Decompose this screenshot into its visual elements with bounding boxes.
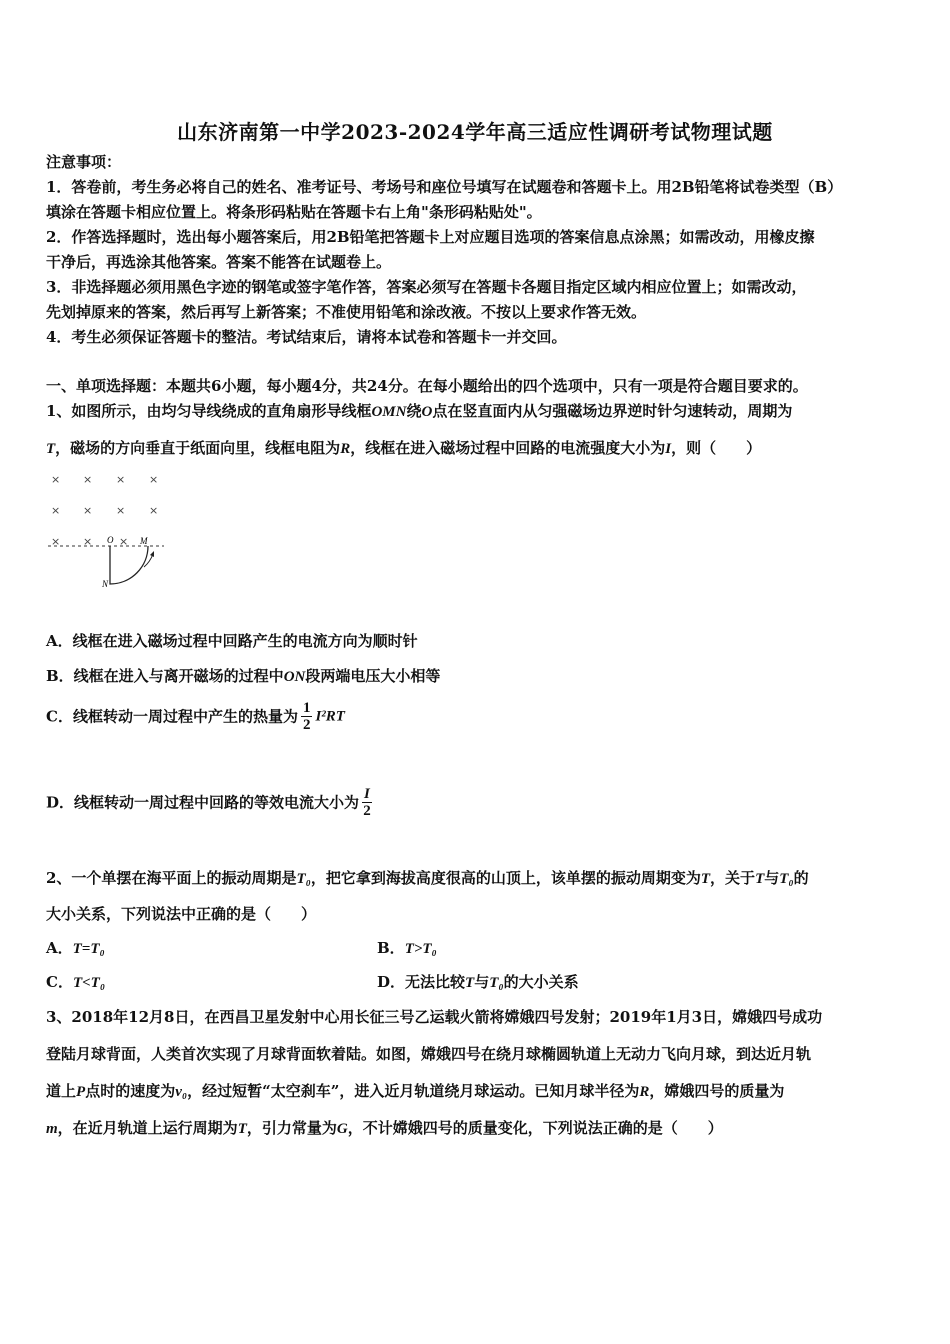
page-title: 山东济南第一中学2023-2024学年高三适应性调研考试物理试题: [177, 120, 773, 144]
notice-line-2a: 2．作答选择题时，选出每小题答案后，用2B铅笔把答题卡上对应题目选项的答案信息点涂黑；如需改动，用橡皮擦: [46, 228, 815, 246]
q3-stem-line-2: 登陆月球背面，人类首次实现了月球背面软着陆。如图，嫦娥四号在绕月球椭圆轨道上无动力飞向月球，到达近月轨: [46, 1045, 812, 1063]
label-M: M: [140, 536, 148, 546]
q3-stem-line-3: 道上P点时的速度为v₀，经过短暂“太空刹车”，进入近月轨道绕月球运动。已知月球半径为R，嫦娥四号的质量为: [46, 1082, 785, 1100]
cross-mark: ×: [149, 473, 159, 486]
notice-line-1a: 1．答卷前，考生务必将自己的姓名、准考证号、考场号和座位号填写在试题卷和答题卡上。用2B铅笔将试卷类型（B）: [46, 178, 843, 196]
q3-stem-line-4: m，在近月轨道上运行周期为T，引力常量为G，不计嫦娥四号的质量变化，下列说法正确的是（ ）: [46, 1119, 723, 1137]
label-O: O: [107, 535, 114, 545]
notice-line-4: 4．考生必须保证答题卡的整洁。考试结束后，请将本试卷和答题卡一并交回。: [46, 328, 567, 346]
cross-mark: ×: [83, 473, 93, 486]
q1-stem-line-2: T，磁场的方向垂直于纸面向里，线框电阻为R，线框在进入磁场过程中回路的电流强度大小为I，则（ ）: [46, 439, 762, 457]
cross-mark: ×: [83, 504, 93, 517]
q2-stem-line-2: 大小关系，下列说法中正确的是（ ）: [46, 905, 317, 923]
q1-figure: [40, 466, 170, 588]
sector-frame: [110, 546, 148, 584]
notice-heading: 注意事项：: [46, 153, 122, 171]
q2-stem-line-1: 2、一个单摆在海平面上的振动周期是T₀，把它拿到海拔高度很高的山顶上，该单摆的振动周期变为T，关于T与T₀的: [46, 869, 809, 887]
cross-mark: ×: [116, 473, 126, 486]
q2-option-a: A．T=T₀: [46, 939, 105, 957]
q3-stem-line-1: 3、2018年12月8日，在西昌卫星发射中心用长征三号乙运载火箭将嫦娥四号发射；2019年1月3日，嫦娥四号成功: [46, 1008, 823, 1026]
cross-mark: ×: [51, 473, 61, 486]
cross-mark: ×: [51, 535, 61, 548]
q1-stem-line-1: 1、如图所示，由均匀导线绕成的直角扇形导线框OMN绕O点在竖直面内从匀强磁场边界逆时针匀速转动，周期为: [46, 402, 793, 420]
notice-line-2b: 干净后，再选涂其他答案。答案不能答在试题卷上。: [46, 253, 392, 271]
notice-line-3b: 先划掉原来的答案，然后再写上新答案；不准使用铅笔和涂改液。不按以上要求作答无效。: [46, 303, 647, 321]
q1-option-c: C．线框转动一周过程中产生的热量为 $\frac{1}{2}$ I²RT: [46, 700, 345, 733]
q2-option-d: D．无法比较T与T₀的大小关系: [377, 973, 579, 991]
q2-option-b: B．T>T₀: [377, 939, 437, 957]
q1-option-d: D．线框转动一周过程中回路的等效电流大小为 $\frac{I}{2}$: [46, 786, 371, 819]
label-N: N: [102, 579, 109, 588]
cross-mark: ×: [51, 504, 61, 517]
q1-option-a: A．线框在进入磁场过程中回路产生的电流方向为顺时针: [46, 632, 418, 650]
notice-line-3a: 3．非选择题必须用黑色字迹的钢笔或签字笔作答，答案必须写在答题卡各题目指定区域内相应位置上；如需改动，: [46, 278, 807, 296]
q1-option-b: B．线框在进入与离开磁场的过程中ON段两端电压大小相等: [46, 667, 441, 685]
q2-option-c: C．T<T₀: [46, 973, 106, 991]
cross-mark: ×: [116, 504, 126, 517]
cross-mark: ×: [119, 535, 129, 548]
notice-line-1b: 填涂在答题卡相应位置上。将条形码粘贴在答题卡右上角"条形码粘贴处"。: [46, 203, 542, 221]
cross-mark: ×: [149, 504, 159, 517]
section-heading: 一、单项选择题：本题共6小题，每小题4分，共24分。在每小题给出的四个选项中，只有一项是符合题目要求的。: [46, 377, 808, 395]
cross-mark: ×: [83, 535, 93, 548]
